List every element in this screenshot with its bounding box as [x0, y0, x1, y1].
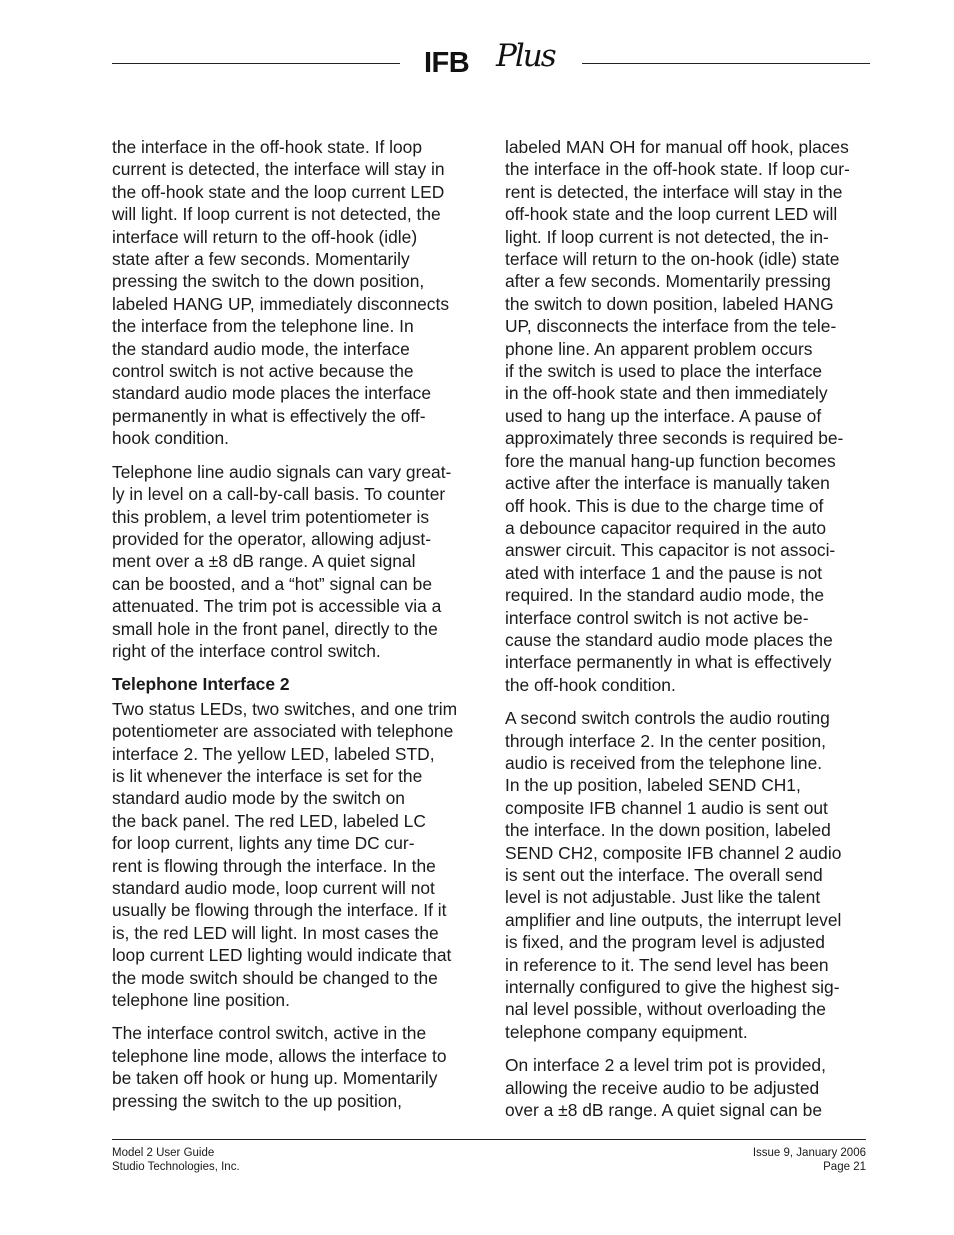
header-rule-left [112, 63, 400, 64]
text-line: labeled HANG UP, immediately disconnects [112, 293, 450, 314]
text-line: the standard audio mode, the interface [112, 338, 410, 359]
text-line: Telephone line audio signals can vary great- [112, 461, 452, 482]
footer-guide-title: Model 2 User Guide [112, 1147, 215, 1159]
text-line: required. In the standard audio mode, the [505, 585, 825, 606]
footer-issue: Issue 9, January 2006 [752, 1147, 866, 1159]
text-line: is sent out the interface. The overall send [505, 865, 823, 885]
text-line: used to hang up the interface. A pause of [505, 405, 822, 426]
text-line: audio is received from the telephone line. [505, 752, 823, 773]
logo-plus-text: Plus [496, 38, 555, 74]
text-line: the interface from the telephone line. In [112, 316, 414, 337]
text-line: interface will return to the off-hook (idle) [112, 226, 418, 247]
left-column [112, 136, 478, 1123]
text-line: telephone line position. [112, 990, 290, 1011]
text-line: is, the red LED will light. In most cases the [112, 922, 439, 943]
text-line: the off-hook state and the loop current LED [112, 181, 445, 202]
text-line: off hook. This is due to the charge time of [505, 495, 824, 516]
text-line: be taken off hook or hung up. Momentarily [112, 1068, 438, 1089]
text-line: the mode switch should be changed to the [112, 967, 438, 988]
text-line: the back panel. The red LED, labeled LC [112, 810, 426, 831]
text-line: hook condition. [112, 428, 229, 449]
text-line: rent is detected, the interface will stay in the [505, 181, 843, 202]
right-column [505, 136, 871, 1132]
text-line: can be boosted, and a “hot” signal can be [112, 573, 433, 594]
text-line: is fixed, and the program level is adjusted [505, 932, 825, 953]
text-line: Two status LEDs, two switches, and one trim [112, 698, 458, 719]
footer-right [753, 1146, 866, 1174]
text-line: amplifier and line outputs, the interrupt level [505, 909, 842, 930]
ifb-plus-logo [420, 38, 570, 86]
text-line: in the off-hook state and then immediately [505, 383, 828, 404]
text-line: UP, disconnects the interface from the tele- [505, 316, 837, 337]
text-line: SEND CH2, composite IFB channel 2 audio [505, 842, 842, 863]
text-line: composite IFB channel 1 audio is sent out [505, 797, 828, 818]
text-line: off-hook state and the loop current LED will [505, 204, 838, 225]
text-line: In the up position, labeled SEND CH1, [505, 775, 801, 796]
text-line: if the switch is used to place the interface [505, 361, 823, 382]
right-paragraph-1 [505, 136, 871, 696]
text-line: standard audio mode, loop current will not [112, 878, 435, 898]
text-line: ated with interface 1 and the pause is not [505, 562, 823, 583]
text-line: telephone company equipment. [505, 1021, 748, 1042]
text-line: the off-hook condition. [505, 674, 676, 695]
text-line: rent is flowing through the interface. In the [112, 855, 436, 876]
text-line: the interface in the off-hook state. If loop [112, 137, 423, 157]
footer-left [112, 1146, 240, 1174]
text-line: ment over a ±8 dB range. A quiet signal [112, 551, 416, 572]
text-line: nal level possible, without overloading the [505, 999, 826, 1020]
text-line: standard audio mode places the interface [112, 383, 432, 404]
text-line: attenuated. The trim pot is accessible via a [112, 596, 442, 617]
right-paragraph-2 [505, 707, 871, 1043]
text-line: for loop current, lights any time DC cur- [112, 833, 415, 854]
text-line: allowing the receive audio to be adjusted [505, 1077, 820, 1098]
text-line: small hole in the front panel, directly to the [112, 618, 438, 639]
text-line: loop current LED lighting would indicate that [112, 945, 452, 966]
text-line: active after the interface is manually taken [505, 473, 830, 494]
left-paragraph-4 [112, 1022, 478, 1112]
text-line: current is detected, the interface will stay in [112, 159, 445, 180]
left-paragraph-3 [112, 698, 478, 1012]
text-line: answer circuit. This capacitor is not associ- [505, 540, 836, 561]
text-line: through interface 2. In the center position, [505, 730, 826, 751]
text-line: The interface control switch, active in the [112, 1023, 427, 1044]
text-line: standard audio mode by the switch on [112, 788, 405, 809]
left-paragraph-1 [112, 136, 478, 450]
text-line: the interface. In the down position, labeled [505, 820, 831, 841]
text-line: internally configured to give the highest sig- [505, 977, 840, 998]
text-line: state after a few seconds. Momentarily [112, 249, 410, 270]
text-line: ly in level on a call-by-call basis. To counter [112, 484, 446, 505]
text-line: provided for the operator, allowing adjust- [112, 528, 432, 549]
text-line: this problem, a level trim potentiometer is [112, 506, 430, 527]
text-line: over a ±8 dB range. A quiet signal can be [505, 1100, 822, 1121]
text-line: will light. If loop current is not detected, the [112, 204, 441, 225]
text-line: A second switch controls the audio routing [505, 708, 830, 729]
text-line: interface control switch is not active be- [505, 607, 809, 628]
logo-ifb-text: IFB [424, 47, 470, 79]
text-line: the switch to down position, labeled HANG [505, 293, 834, 314]
right-paragraph-3 [505, 1054, 871, 1121]
text-line: light. If loop current is not detected, the in- [505, 226, 829, 247]
text-line: the interface in the off-hook state. If loop cur- [505, 159, 850, 180]
text-line: permanently in what is effectively the off- [112, 405, 426, 426]
text-line: On interface 2 a level trim pot is provided, [505, 1055, 826, 1076]
text-line: fore the manual hang-up function becomes [505, 450, 836, 471]
text-line: potentiometer are associated with telephone [112, 721, 454, 742]
text-line: in reference to it. The send level has been [505, 954, 829, 975]
text-line: is lit whenever the interface is set for the [112, 765, 423, 786]
text-line: right of the interface control switch. [112, 640, 381, 661]
text-line: phone line. An apparent problem occurs [505, 338, 813, 359]
text-line: level is not adjustable. Just like the talent [505, 887, 821, 908]
left-paragraph-2 [112, 461, 478, 663]
text-line: interface permanently in what is effectively [505, 652, 832, 673]
text-line: pressing the switch to the down position, [112, 271, 425, 292]
text-line: telephone line mode, allows the interface to [112, 1045, 447, 1066]
footer-company: Studio Technologies, Inc. [112, 1161, 240, 1173]
text-line: control switch is not active because the [112, 361, 414, 382]
text-line: usually be flowing through the interface. If it [112, 900, 447, 921]
text-line: a debounce capacitor required in the auto [505, 517, 826, 538]
header-rule-right [582, 63, 870, 64]
text-line: after a few seconds. Momentarily pressing [505, 271, 831, 292]
footer-rule [112, 1139, 866, 1140]
text-line: interface 2. The yellow LED, labeled STD, [112, 743, 435, 764]
text-line: approximately three seconds is required be- [505, 428, 844, 449]
text-line: cause the standard audio mode places the [505, 629, 833, 650]
footer-page-number: Page 21 [823, 1161, 866, 1173]
text-line: terface will return to the on-hook (idle) state [505, 249, 840, 270]
text-line: pressing the switch to the up position, [112, 1090, 403, 1111]
text-line: labeled MAN OH for manual off hook, places [505, 137, 849, 157]
section-heading: Telephone Interface 2 [112, 674, 290, 695]
